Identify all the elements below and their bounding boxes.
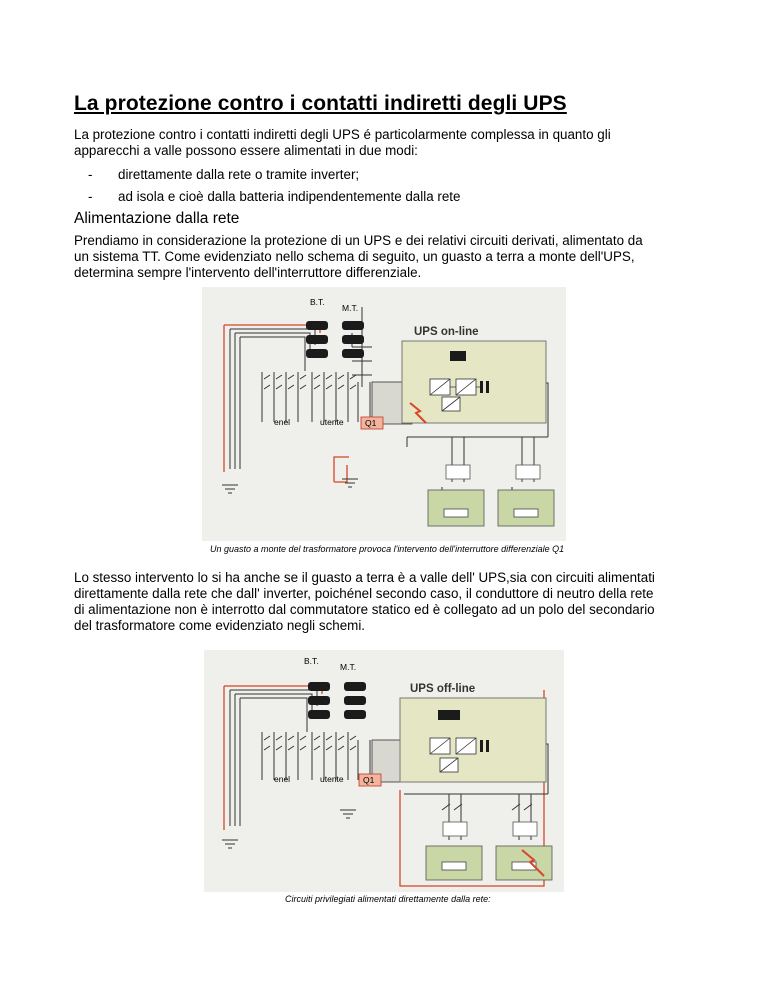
label-ups-online: UPS on-line: [414, 326, 479, 338]
figure-2-caption: Circuiti privilegiati alimentati direttamente dalla rete:: [285, 894, 491, 904]
label-q1: Q1: [363, 775, 375, 785]
bullet-text-2: ad isola e cioè dalla batteria indipendentemente dalla rete: [118, 189, 461, 204]
bullet-marker: -: [88, 189, 93, 204]
label-mt: M.T.: [340, 662, 357, 672]
bullet-text-1: direttamente dalla rete o tramite inverter;: [118, 167, 360, 182]
label-q1: Q1: [365, 418, 377, 428]
label-bt: B.T.: [310, 297, 325, 307]
section-heading: Alimentazione dalla rete: [74, 210, 240, 227]
para1-line-1: Prendiamo in considerazione la protezione di un UPS e dei relativi circuiti derivati, alimentato da: [74, 233, 643, 248]
para2-line-1: Lo stesso intervento lo si ha anche se il guasto a terra è a valle dell' UPS,sia con circuiti alimentati: [74, 570, 655, 585]
intro-line-1: La protezione contro i contatti indiretti degli UPS é particolarmente complessa in quanto gli: [74, 127, 611, 142]
label-ups-offline: UPS off-line: [410, 683, 476, 695]
para2-line-4: del trasformatore come evidenziato negli schemi.: [74, 618, 366, 633]
ups-online-diagram: [202, 287, 566, 541]
label-enel: enel: [274, 417, 291, 427]
figure-ups-online: [202, 287, 566, 541]
bullet-item-1: [88, 167, 359, 182]
intro-line-2: apparecchi a valle possono essere alimentati in due modi:: [74, 143, 418, 158]
label-utente: utente: [320, 774, 344, 784]
ups-offline-diagram: [204, 650, 564, 892]
label-bt: B.T.: [304, 656, 319, 666]
label-mt: M.T.: [342, 303, 359, 313]
bullet-marker: -: [88, 167, 93, 182]
bullet-item-2: [88, 189, 460, 204]
label-utente: utente: [320, 417, 344, 427]
para2-line-2: direttamente dalla rete che dall' inverter, poichénel secondo caso, il conduttore di neutro della rete: [74, 586, 654, 601]
para1-line-3: determina sempre l'intervento dell'interruttore differenziale.: [74, 265, 422, 280]
figure-ups-offline: [204, 650, 564, 892]
para2-line-3: di alimentazione non è interrotto dal commutatore statico ed è collegato ad un polo del secondario: [74, 602, 655, 617]
para1-line-2: un sistema TT. Come evidenziato nello schema di seguito, un guasto a terra a monte dell'UPS,: [74, 249, 635, 264]
label-enel: enel: [274, 774, 291, 784]
page-title: La protezione contro i contatti indiretti degli UPS: [74, 92, 567, 115]
figure-1-caption: Un guasto a monte del trasformatore provoca l'intervento dell'interruttore differenziale Q1: [210, 544, 565, 554]
